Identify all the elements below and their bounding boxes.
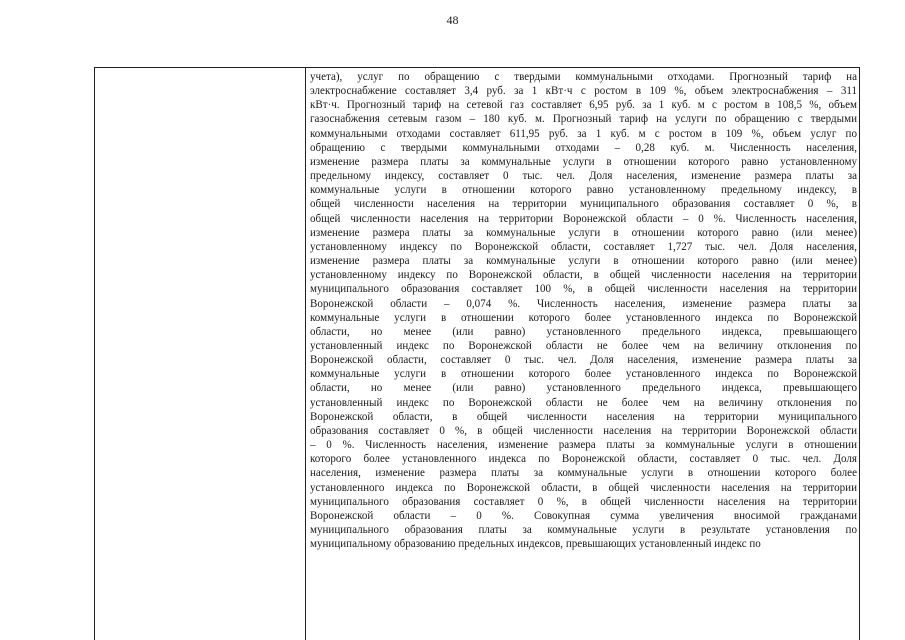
- text-line: Воронежской области, составляет 0 тыс. чел. Доля населения, изменение размера платы за: [310, 354, 857, 367]
- text-line: установленному индексу по Воронежской области, в общей численности населения на территории: [310, 269, 857, 282]
- text-line: установленный индекс по Воронежской области не более чем на величину отклонения по: [310, 339, 857, 352]
- text-line: общей численности населения на территории Воронежской области – 0 %. Численность населения,: [310, 212, 857, 225]
- text-line: обращению с твердыми коммунальными отходами – 0,28 куб. м. Численность населения,: [310, 141, 857, 154]
- text-line: установленного индекса по Воронежской области, в общей численности населения на территории: [310, 481, 857, 494]
- text-line: коммунальными отходами составляет 611,95 руб. за 1 куб. м с ростом в 109 %, объем услуг по: [310, 127, 857, 140]
- page-number: 48: [446, 13, 459, 27]
- text-line: общей численности населения на территории муниципального образования составляет 0 %, в: [310, 198, 857, 211]
- text-line: муниципального образования платы за коммунальные услуги в результате установления по: [310, 524, 857, 536]
- text-line: коммунальные услуги в отношении которого равно установленному предельному индексу, в: [310, 184, 857, 197]
- text-line: коммунальные услуги в отношении которого более установленного индекса по Воронежской: [310, 368, 857, 381]
- table-cell-text: [310, 70, 857, 551]
- text-line: коммунальные услуги в отношении которого более установленного индекса по Воронежской: [310, 311, 857, 324]
- text-line: установленный индекс по Воронежской области не более чем на величину отклонения по: [310, 396, 857, 409]
- text-line: установленному индексу по Воронежской области, составляет 1,727 тыс. чел. Доля населения,: [310, 240, 857, 253]
- text-line: кВт·ч. Прогнозный тариф на сетевой газ составляет 6,95 руб. за 1 куб. м с ростом в 108,5 %, объем: [310, 99, 857, 112]
- text-line: которого более установленного индекса по Воронежской области, составляет 0 тыс. чел. Доля: [310, 453, 857, 466]
- text-line: области, но менее (или равно) установленного предельного индекса, превышающего: [310, 325, 857, 338]
- text-line: муниципального образования составляет 100 %, в общей численности населения на территории: [310, 283, 857, 296]
- text-line: области, но менее (или равно) установленного предельного индекса, превышающего: [310, 382, 857, 395]
- text-line: Воронежской области – 0 %. Совокупная сумма увеличения вносимой гражданами: [310, 509, 857, 522]
- text-line: муниципального образования составляет 0 %, в общей численности населения на территории: [310, 495, 857, 508]
- text-line: предельному индексу, составляет 0 тыс. чел. Доля населения, изменение размера платы за: [310, 170, 857, 183]
- text-line: электроснабжение составляет 3,4 руб. за 1 кВт·ч с ростом в 109 %, объем электроснабжения – 311: [310, 85, 857, 98]
- table-column-divider: [305, 67, 306, 640]
- text-line: газоснабжения сетевым газом – 180 куб. м. Прогнозный тариф на услуги по обращению с твердыми: [310, 113, 857, 126]
- text-line: Воронежской области – 0,074 %. Численность населения, изменение размера платы за: [310, 297, 857, 310]
- text-line: – 0 %. Численность населения, изменение размера платы за коммунальные услуги в отношении: [310, 439, 857, 452]
- text-line: изменение размера платы за коммунальные услуги в отношении которого равно (или менее): [310, 255, 857, 268]
- text-line: населения, изменение размера платы за коммунальные услуги в отношении которого более: [310, 467, 857, 480]
- text-line: изменение размера платы за коммунальные услуги в отношении которого равно (или менее): [310, 226, 857, 239]
- text-line: учета), услуг по обращению с твердыми коммунальными отходами. Прогнозный тариф на: [310, 71, 857, 83]
- text-line: изменение размера платы за коммунальные услуги в отношении которого равно установленному: [310, 155, 857, 168]
- text-line: муниципальному образованию предельных индексов, превышающих установленный индекс по: [310, 538, 761, 551]
- text-line: образования составляет 0 %, в общей численности населения на территории Воронежской области: [310, 424, 857, 437]
- text-line: Воронежской области, в общей численности населения на территории муниципального: [310, 410, 857, 423]
